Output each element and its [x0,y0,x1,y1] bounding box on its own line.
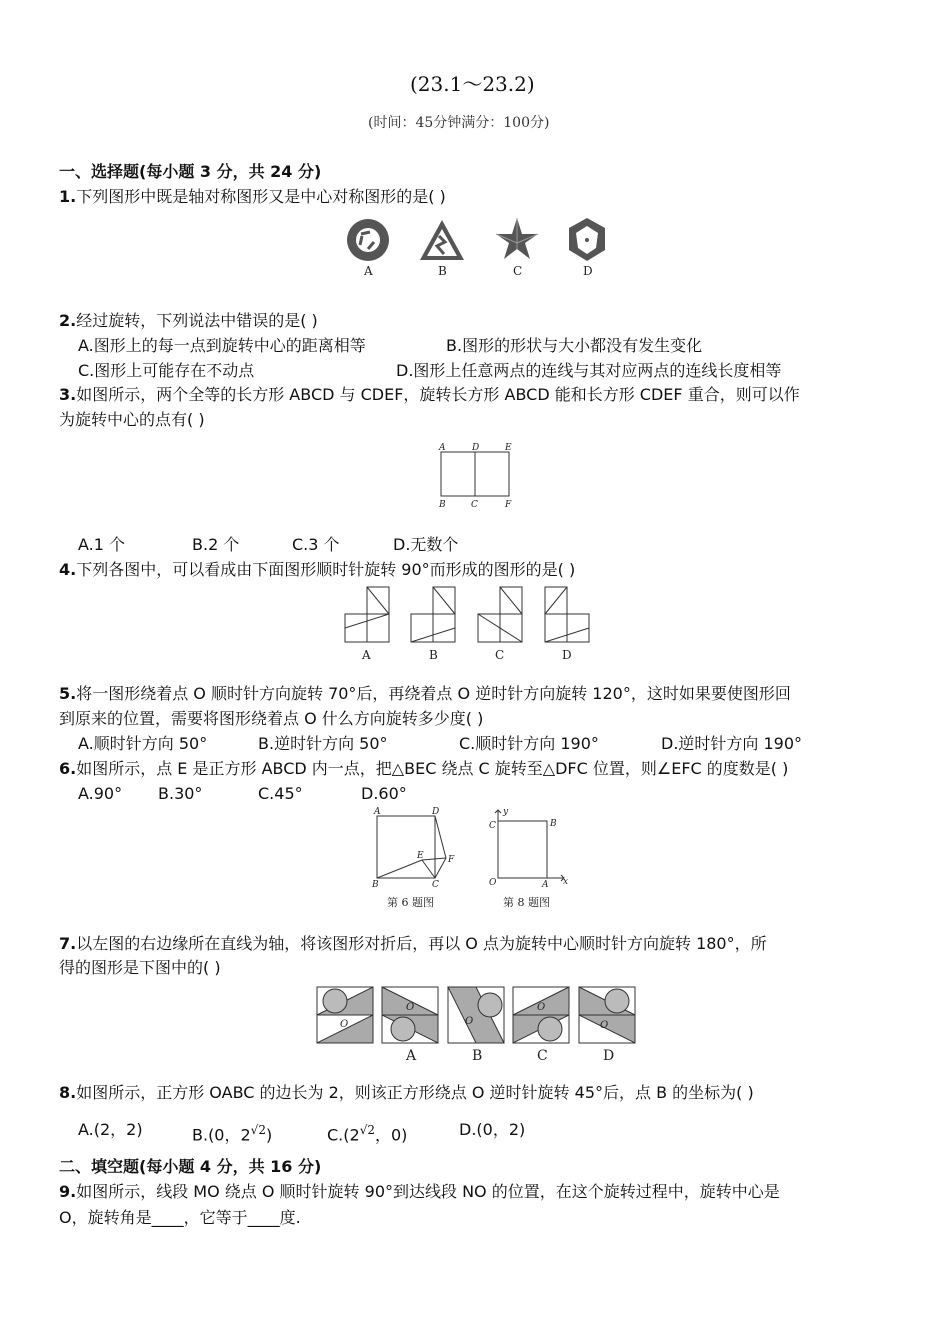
q1-label-a: A [364,264,373,278]
question-text: 将一图形绕着点 O 顺时针方向旋转 70°后，再绕着点 O 逆时针方向旋转 120°，这时如果要使图形回 [76,684,791,703]
question-text: 如图所示，点 E 是正方形 ABCD 内一点，把△BEC 绕点 C 旋转至△DFC 位置，则∠EFC 的度数是( ) [76,759,789,778]
q2-option-a: A.图形上的每一点到旋转中心的距离相等 [78,336,366,355]
q8-option-d: D.(0，2) [459,1120,526,1139]
q8-option-c-sqrt: √2 [359,1123,375,1137]
question-5 [59,684,791,704]
question-7 [59,934,767,954]
q1-label-d: D [583,264,593,278]
q5-option-b: B.逆时针方向 50° [258,734,388,753]
q7-option-d [579,987,635,1043]
q7-o-d: O [600,1020,609,1031]
q8-option-c-pre: C.(2 [327,1125,360,1145]
q8-option-b-pre: B.(0，2 [192,1125,251,1145]
question-6 [59,759,788,779]
q3-figure [436,442,516,510]
q6-point-c: C [432,880,439,890]
q6-point-e: E [417,851,424,861]
q3-point-c: C [471,500,478,510]
question-8 [59,1083,754,1103]
q6-option-b: B.30° [158,784,203,803]
q6-option-d: D.60° [361,784,407,803]
question-9-cont: O，旋转角是____，它等于____度. [59,1208,301,1227]
q8-option-a: A.(2，2) [78,1120,143,1139]
q1-shape-a [347,219,389,261]
q7-o-a: O [406,1002,415,1013]
q8-axis-x: x [563,877,569,887]
q3-point-a: A [439,443,446,453]
question-3-cont: 为旋转中心的点有( ) [59,410,205,429]
q6-point-d: D [432,807,440,817]
q3-option-c: C.3 个 [292,535,340,554]
q1-shape-c [496,218,538,259]
q2-option-c: C.图形上可能存在不动点 [78,361,255,380]
q8-option-c [327,1120,407,1145]
q7-label-c: C [537,1048,548,1064]
q5-option-a: A.顺时针方向 50° [78,734,208,753]
q5-option-c: C.顺时针方向 190° [459,734,599,753]
question-number: 7. [59,934,77,953]
question-number: 1. [59,187,77,206]
q1-label-b: B [438,264,447,278]
q7-label-b: B [472,1048,483,1064]
q8-axis-y: y [503,807,509,817]
q8-point-c: C [489,821,496,831]
q3-point-d: D [472,443,480,453]
q8-figure [484,804,574,912]
page-subtitle: (时间：45分钟满分：100分) [368,115,550,131]
question-number: 2. [59,311,77,330]
q6-point-f: F [448,855,455,865]
question-number: 8. [59,1083,77,1102]
q6-figure [368,806,468,912]
question-number: 5. [59,684,77,703]
question-9 [59,1182,780,1202]
q4-label-d: D [562,648,572,662]
q7-option-c [513,987,569,1043]
q6-option-a: A.90° [78,784,123,803]
q2-option-b: B.图形的形状与大小都没有发生变化 [446,336,703,355]
q7-label-d: D [603,1048,615,1064]
q8-point-a: A [542,880,549,890]
q7-o-original: O [340,1019,349,1030]
question-4 [59,560,575,580]
question-2 [59,311,318,331]
question-text: 如图所示，正方形 OABC 的边长为 2，则该正方形绕点 O 逆时针旋转 45°后，点 B 的坐标为( ) [76,1083,754,1102]
question-text: 下列图形中既是轴对称图形又是中心对称图形的是( ) [76,187,446,206]
question-3 [59,385,800,405]
q8-option-b-post: ) [265,1125,273,1145]
q3-option-b: B.2 个 [192,535,240,554]
q4-figure [340,584,600,662]
q3-option-a: A.1 个 [78,535,126,554]
q1-figure [340,212,620,278]
q3-point-e: E [505,443,512,453]
q8-caption: 第 8 题图 [503,896,550,909]
q4-label-b: B [429,648,438,662]
question-text: 经过旋转，下列说法中错误的是( ) [76,311,318,330]
q6-option-c: C.45° [258,784,303,803]
q8-option-b-sqrt: √2 [250,1123,266,1137]
q6-point-b: B [372,880,379,890]
question-text: 下列各图中，可以看成由下面图形顺时针旋转 90°而形成的图形的是( ) [76,560,576,579]
q3-point-b: B [439,500,446,510]
q6-point-a: A [374,807,381,817]
q6-caption: 第 6 题图 [387,896,434,909]
question-text: 如图所示，两个全等的长方形 ABCD 与 CDEF，旋转长方形 ABCD 能和长方形 CDEF 重合，则可以作 [76,385,800,404]
question-7-cont: 得的图形是下图中的( ) [59,958,221,977]
q5-option-d: D.逆时针方向 190° [661,734,803,753]
q8-point-o: O [489,878,497,888]
question-number: 3. [59,385,77,404]
question-5-cont: 到原来的位置，需要将图形绕着点 O 什么方向旋转多少度( ) [59,709,484,728]
section-heading-choice: 一、选择题(每小题 3 分，共 24 分) [59,162,322,181]
section-heading-fill: 二、填空题(每小题 4 分，共 16 分) [59,1157,322,1176]
q8-point-b: B [550,819,557,829]
q7-option-b [448,987,504,1043]
q1-shape-d [569,218,605,261]
q7-option-a [382,987,438,1043]
q7-label-a: A [406,1048,417,1064]
q4-label-c: C [495,648,505,662]
q3-point-f: F [505,500,512,510]
q8-option-c-post: ，0) [374,1125,408,1145]
q7-figure [314,984,644,1064]
question-number: 4. [59,560,77,579]
q7-o-b: O [465,1016,474,1027]
q7-original [317,987,373,1043]
question-number: 6. [59,759,77,778]
q7-o-c: O [537,1002,546,1013]
question-text: 以左图的右边缘所在直线为轴，将该图形对折后，再以 O 点为旋转中心顺时针方向旋转 180°，所 [76,934,767,953]
q1-shape-b [420,220,464,260]
page-title: (23.1～23.2) [410,72,535,96]
q8-option-b [192,1120,272,1145]
question-1 [59,187,446,207]
q4-label-a: A [362,648,371,662]
q1-label-c: C [513,264,523,278]
q2-option-d: D.图形上任意两点的连线与其对应两点的连线长度相等 [396,361,782,380]
question-text: 如图所示，线段 MO 绕点 O 顺时针旋转 90°到达线段 NO 的位置，在这个旋转过程中，旋转中心是 [76,1182,780,1201]
q3-option-d: D.无数个 [393,535,459,554]
question-number: 9. [59,1182,77,1201]
